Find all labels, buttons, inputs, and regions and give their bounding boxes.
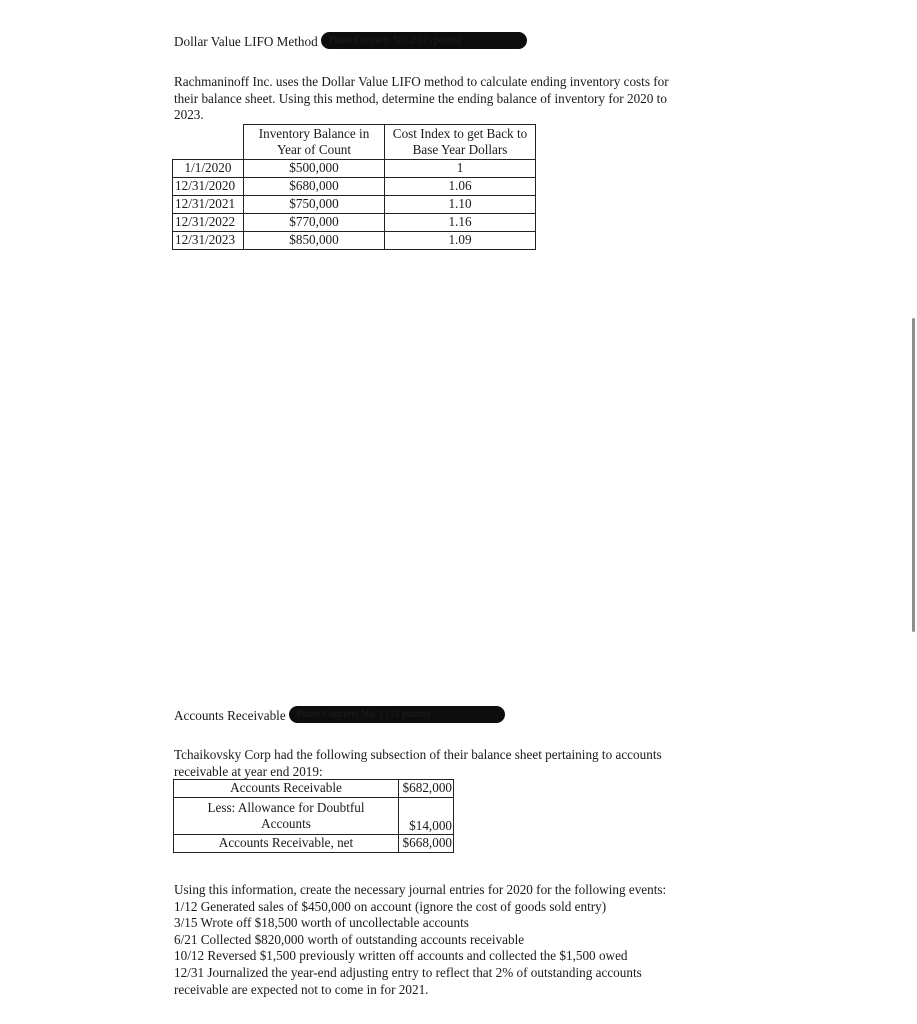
allowance-label: Less: Allowance for Doubtful Accounts [174,798,399,835]
date-cell: 12/31/2021 [173,196,244,214]
index-cell: 1.06 [385,178,536,196]
index-cell: 1 [385,160,536,178]
redacted-marker: Piano Concerto No. 1 (15 points) [289,706,505,723]
date-cell: 12/31/2022 [173,214,244,232]
event-item: 12/31 Journalized the year-end adjusting entry to reflect that 2% of outstanding accounts [174,964,642,980]
index-cell: 1.16 [385,214,536,232]
balance-cell: $500,000 [244,160,385,178]
intro-line: their balance sheet. Using this method, determine the ending balance of inventory for 2020 to [174,90,667,106]
balance-cell: $680,000 [244,178,385,196]
heading-text: Accounts Receivable [174,708,286,723]
date-cell: 12/31/2020 [173,178,244,196]
table-row [173,214,536,232]
event-item: 10/12 Reversed $1,500 previously written off accounts and collected the $1,500 owed [174,948,628,964]
table-row [173,232,536,250]
ar-table [173,779,454,853]
table-row [174,780,454,798]
date-cell: 12/31/2023 [173,232,244,250]
event-item: 1/12 Generated sales of $450,000 on account (ignore the cost of goods sold entry) [174,898,607,914]
column-header-balance: Inventory Balance in Year of Count [244,125,385,160]
intro-paragraph [174,74,669,124]
event-item: receivable are expected not to come in for 2021. [174,981,429,997]
balance-cell: $750,000 [244,196,385,214]
net-value: $668,000 [399,835,454,853]
instructions-line: Using this information, create the necessary journal entries for 2020 for the following events: [174,882,667,897]
event-item: 6/21 Collected $820,000 worth of outstanding accounts receivable [174,931,525,947]
table-row [174,835,454,853]
event-item: 3/15 Wrote off $18,500 worth of uncollectable accounts [174,915,469,931]
table-row [174,798,454,835]
scrollbar[interactable] [912,318,915,632]
allowance-value: $14,000 [399,798,454,835]
empty-cell [173,125,244,160]
ar-intro-paragraph [174,747,662,780]
date-cell: 1/1/2020 [173,160,244,178]
balance-cell: $850,000 [244,232,385,250]
section-heading-ar [174,706,505,724]
balance-cell: $770,000 [244,214,385,232]
intro-line: Tchaikovsky Corp had the following subsection of their balance sheet pertaining to accounts [174,747,662,762]
table-row [173,160,536,178]
section-heading-lifo [174,32,527,50]
column-header-index: Cost Index to get Back to Base Year Dollars [385,125,536,160]
net-label: Accounts Receivable, net [174,835,399,853]
table-header-row [173,125,536,160]
ar-value: $682,000 [399,780,454,798]
ar-label: Accounts Receivable [174,780,399,798]
index-cell: 1.10 [385,196,536,214]
intro-line: 2023. [174,107,204,122]
table-row [173,196,536,214]
journal-instructions [174,882,666,998]
intro-line: receivable at year end 2019: [174,763,323,779]
intro-line: Rachmaninoff Inc. uses the Dollar Value LIFO method to calculate ending inventory costs for [174,74,669,89]
inventory-table [172,124,536,250]
heading-text: Dollar Value LIFO Method [174,34,318,49]
index-cell: 1.09 [385,232,536,250]
redacted-marker: Piano Concerto No. 2 (45 points) [321,32,527,49]
table-row [173,178,536,196]
